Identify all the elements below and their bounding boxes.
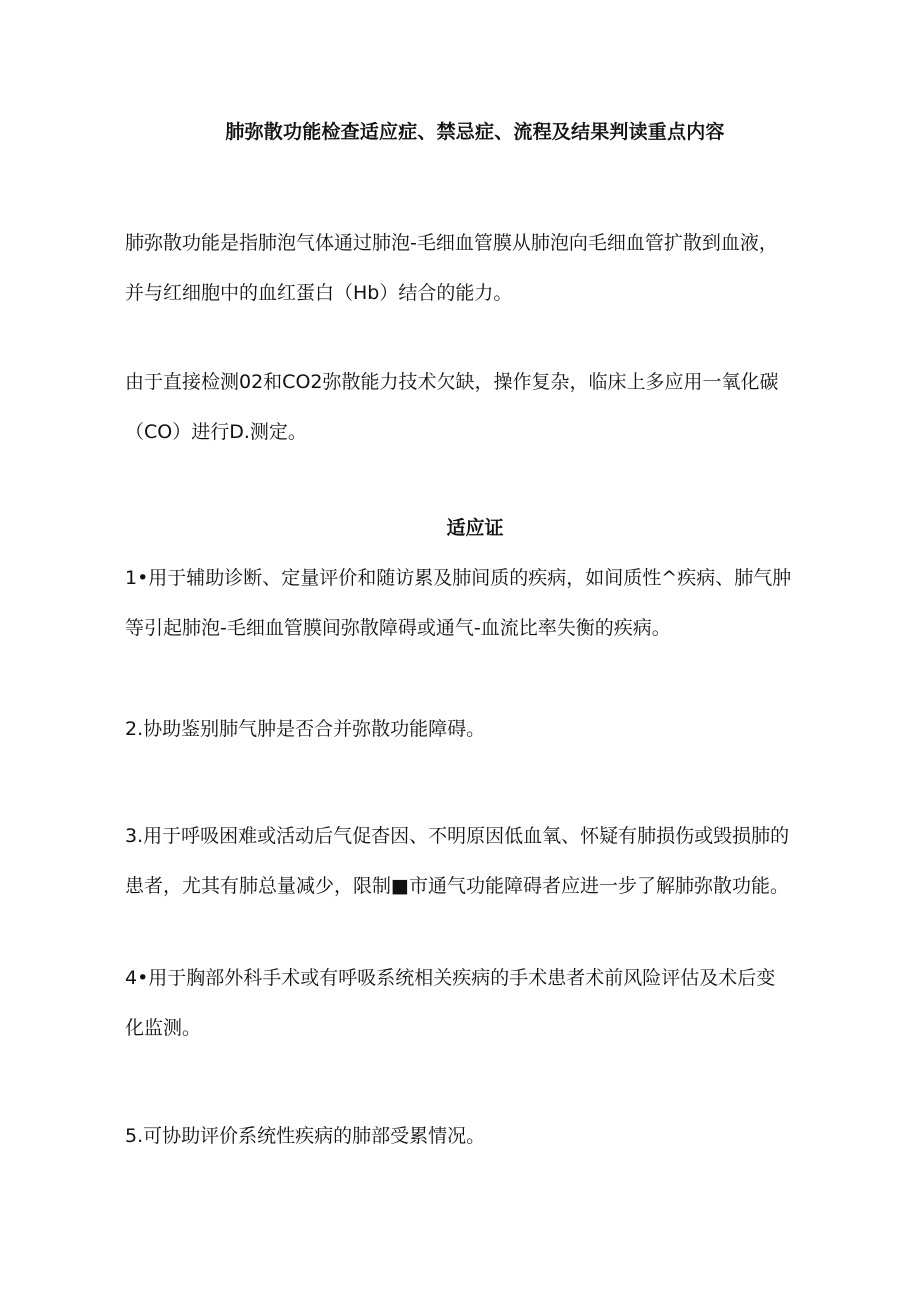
indication-item-2: [125, 704, 825, 754]
indication-item-5-line-1: 5.可协助评价系统性疾病的肺部受累情况。: [125, 1125, 486, 1147]
indication-item-4-line-1: 4•用于胸部外科手术或有呼吸系统相关疾病的手术患者术前风险评估及术后变: [125, 967, 776, 989]
intro-paragraph-1: [125, 218, 825, 318]
indication-item-5: [125, 1111, 825, 1161]
indication-item-3-line-1: 3.用于呼吸困难或活动后气促杳因、不明原因低血氧、怀疑有肺损伤或毁损肺的: [125, 825, 790, 847]
document-title: 肺弥散功能检查适应症、禁忌症、流程及结果判读重点内容: [225, 121, 725, 143]
indication-item-4-line-2: 化监测。: [125, 1017, 202, 1039]
intro-paragraph-2-line-2: （CO）进行D.测定。: [125, 421, 307, 443]
indications-heading: 适应证: [446, 517, 504, 539]
indication-item-1-line-2: 等引起肺泡-毛细血管膜间弥散障碍或通气-血流比率失衡的疾病。: [125, 617, 671, 639]
indication-item-4: [125, 953, 825, 1053]
intro-paragraph-2: [125, 357, 825, 457]
intro-paragraph-1-line-1: 肺弥散功能是指肺泡气体通过肺泡-毛细血管膜从肺泡向毛细血管扩散到血液，: [125, 232, 778, 254]
indication-item-3-line-2: 患者，尤其有肺总量减少，限制■市通气功能障碍者应进一步了解肺弥散功能。: [125, 875, 789, 897]
indication-item-1: [125, 553, 825, 653]
intro-paragraph-1-line-2: 并与红细胞中的血红蛋白（Hb）结合的能力。: [125, 282, 513, 304]
indication-item-2-line-1: 2.协助鉴别肺气肿是否合并弥散功能障碍。: [125, 718, 486, 740]
indication-item-3: [125, 811, 825, 911]
intro-paragraph-2-line-1: 由于直接检测02和CO2弥散能力技术欠缺，操作复杂，临床上多应用一氧化碳: [125, 371, 779, 393]
indication-item-1-line-1: 1•用于辅助诊断、定量评价和随访累及肺间质的疾病，如间质性^疾病、肺气肿: [125, 567, 792, 589]
